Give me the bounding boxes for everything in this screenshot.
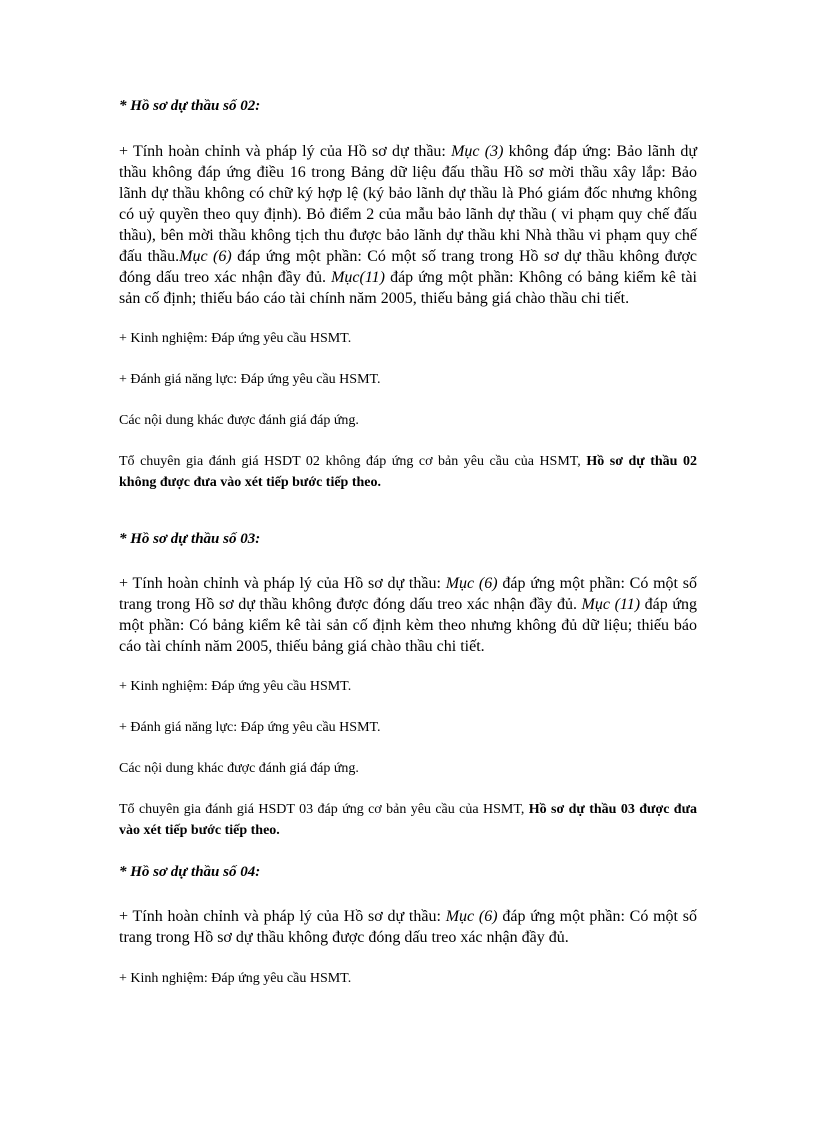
bid02-other: Các nội dung khác được đánh giá đáp ứng. <box>119 413 359 428</box>
item-ref: Mục (11) <box>581 596 641 613</box>
bid04-completeness-paragraph <box>119 906 697 948</box>
bid02-heading: * Hồ sơ dự thầu số 02: <box>119 98 261 114</box>
text-run: đáp ứng một phần: Có một số trang trong Hồ sơ dự thầu không được đóng dấu treo xác nhận đầy đủ. <box>119 575 698 613</box>
bid03-other: Các nội dung khác được đánh giá đáp ứng. <box>119 761 359 776</box>
item-ref: Mục (6) <box>445 908 498 925</box>
item-ref: Mục(11) <box>331 269 385 286</box>
text-run: đáp ứng một phần: Không có bảng kiểm kê tài sản cố định; thiếu báo cáo tài chính năm 2005, thiếu bảng giá chào thầu chi tiết. <box>119 269 697 307</box>
text-run: đáp ứng một phần: Có bảng kiểm kê tài sản cố định kèm theo nhưng không đủ dữ liệu; thiếu báo cáo tài chính năm 2005, thiếu bảng giá chào thầu chi tiết. <box>119 596 697 655</box>
text-run: không đáp ứng: Bảo lãnh dự thầu không đáp ứng điều 16 trong Bảng dữ liệu đấu thầu Hồ sơ mời thầu xây lắp: Bảo lãnh dự thầu không có chữ ký hợp lệ (ký bảo lãnh dự thầu là Phó giám đốc nhưng không có uỷ quyền theo quy định). Bỏ điểm 2 của mẫu bảo lãnh dự thầu ( vi phạm quy chế đấu thầu), bên mời thầu không tịch thu được bảo lãnh dự thầu khi Nhà thầu vi phạm quy chế đấu thầu. <box>119 143 697 265</box>
text-run: + Tính hoàn chỉnh và pháp lý của Hồ sơ dự thầu: <box>119 575 446 592</box>
item-ref: Mục (3) <box>451 143 504 160</box>
bid03-completeness-paragraph <box>119 573 697 657</box>
text-run: + Tính hoàn chỉnh và pháp lý của Hồ sơ dự thầu: <box>119 908 446 925</box>
conclusion-bold: Hồ sơ dự thầu 03 được đưa vào xét tiếp bước tiếp theo. <box>119 802 697 838</box>
bid03-capacity: + Đánh giá năng lực: Đáp ứng yêu cầu HSMT. <box>119 720 381 735</box>
bid02-completeness-paragraph <box>119 141 697 309</box>
bid02-capacity: + Đánh giá năng lực: Đáp ứng yêu cầu HSMT. <box>119 372 381 387</box>
bid03-experience: + Kinh nghiệm: Đáp ứng yêu cầu HSMT. <box>119 679 352 694</box>
bid04-heading: * Hồ sơ dự thầu số 04: <box>119 864 261 880</box>
text-run: Tổ chuyên gia đánh giá HSDT 03 đáp ứng cơ bản yêu cầu của HSMT, <box>119 802 529 817</box>
text-run: Tổ chuyên gia đánh giá HSDT 02 không đáp ứng cơ bản yêu cầu của HSMT, <box>119 454 587 469</box>
text-run: đáp ứng một phần: Có một số trang trong Hồ sơ dự thầu không được đóng dấu treo xác nhận đầy đủ. <box>119 248 698 286</box>
bid03-conclusion <box>119 799 697 841</box>
item-ref: Mục (6) <box>179 248 232 265</box>
text-run: + Tính hoàn chỉnh và pháp lý của Hồ sơ dự thầu: <box>119 143 452 160</box>
conclusion-bold: Hồ sơ dự thầu 02 không được đưa vào xét tiếp bước tiếp theo. <box>119 454 697 490</box>
bid03-heading: * Hồ sơ dự thầu số 03: <box>119 531 261 547</box>
text-run: đáp ứng một phần: Có một số trang trong Hồ sơ dự thầu không được đóng dấu treo xác nhận đầy đủ. <box>119 908 698 946</box>
bid02-experience: + Kinh nghiệm: Đáp ứng yêu cầu HSMT. <box>119 331 352 346</box>
bid02-conclusion <box>119 451 697 493</box>
item-ref: Mục (6) <box>445 575 498 592</box>
bid04-experience: + Kinh nghiệm: Đáp ứng yêu cầu HSMT. <box>119 971 352 986</box>
document-body <box>119 96 697 989</box>
